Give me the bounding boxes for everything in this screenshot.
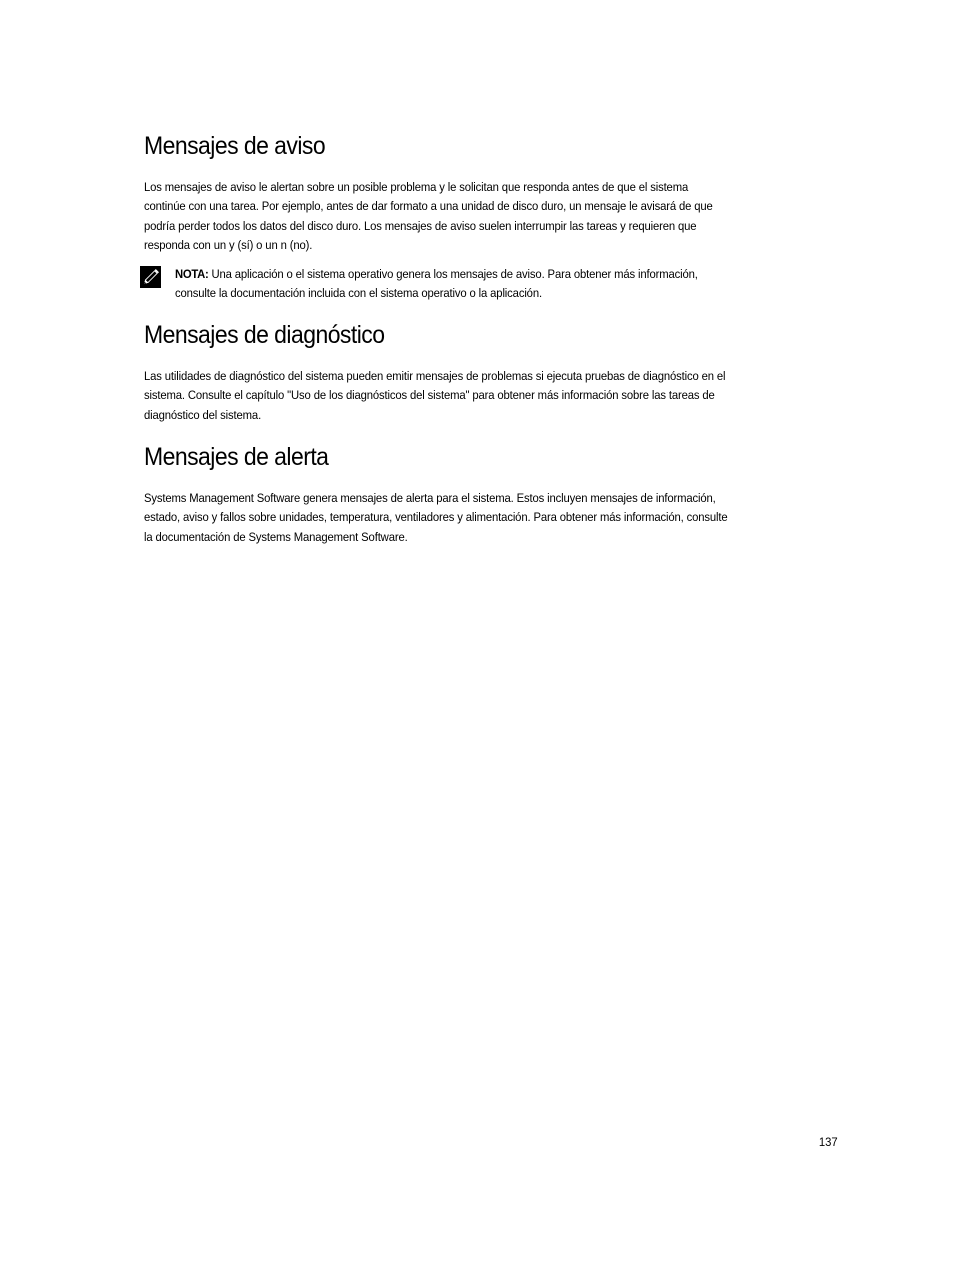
note-line	[175, 265, 830, 284]
text-line: Los mensajes de aviso le alertan sobre un posible problema y le solicitan que responda antes de que el sistema	[144, 180, 689, 194]
text-line: sistema. Consulte el capítulo "Uso de los diagnósticos del sistema" para obtener más información sobre las tareas de	[144, 388, 715, 403]
note-label: NOTA:	[175, 267, 209, 281]
heading-mensajes-de-aviso: Mensajes de aviso	[144, 132, 326, 160]
text-line: la documentación de Systems Management Software.	[144, 529, 408, 544]
note-line-2: consulte la documentación incluida con el sistema operativo o la aplicación.	[175, 286, 542, 301]
text-line: estado, aviso y fallos sobre unidades, temperatura, ventiladores y alimentación. Para obtener más información, consulte	[144, 510, 728, 525]
note-text	[175, 265, 830, 304]
note-line-1: Una aplicación o el sistema operativo genera los mensajes de aviso. Para obtener más información,	[208, 267, 698, 281]
heading-mensajes-de-alerta: Mensajes de alerta	[144, 443, 329, 471]
text-line: Systems Management Software genera mensajes de alerta para el sistema. Estos incluyen mensajes de información,	[144, 491, 716, 505]
paragraph-mensajes-de-alerta	[144, 489, 836, 547]
page-number: 137	[819, 1135, 838, 1149]
note-block	[140, 263, 840, 305]
text-line: Las utilidades de diagnóstico del sistema pueden emitir mensajes de problemas si ejecuta pruebas de diagnóstico en el	[144, 369, 726, 383]
text-line: diagnóstico del sistema.	[144, 407, 262, 422]
text-line: continúe con una tarea. Por ejemplo, antes de dar formato a una unidad de disco duro, un mensaje le avisará de que	[144, 199, 713, 214]
paragraph-mensajes-de-diagnostico	[144, 367, 836, 425]
text-line: podría perder todos los datos del disco duro. Los mensajes de aviso suelen interrumpir las tareas y requieren que	[144, 218, 697, 233]
paragraph-mensajes-de-aviso	[144, 178, 836, 256]
text-line: responda con un y (sí) o un n (no).	[144, 238, 313, 253]
heading-mensajes-de-diagnostico: Mensajes de diagnóstico	[144, 321, 385, 349]
pencil-note-icon	[140, 266, 161, 288]
